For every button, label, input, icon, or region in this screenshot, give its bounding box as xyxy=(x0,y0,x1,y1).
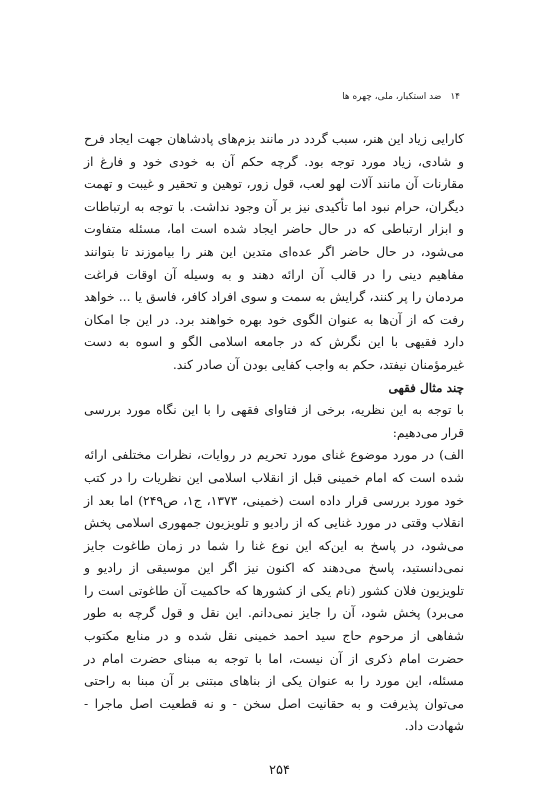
paragraph-3: الف) در مورد موضوع غنای مورد تحریم در روایات، نظرات مختلفی ارائه شده است که امام خمینی قبل از انقلاب اسلامی این نظریات را در کتب خود مورد بررسی قرار داده است (خمینی، ۱۳۷۳، ج۱، ص۲۴۹) اما بعد از انقلاب وقتی در مورد غنایی که از رادیو و تلویزیون جمهوری اسلامی پخش می‌شود، در پاسخ به این‌که این نوع غنا را شما در زمان طاغوت جایز نمی‌دانستید، پاسخ می‌دهند که اکنون نیز اگر این موسیقی از رادیو و تلویزیون فلان کشور (نام یکی از کشورها که حاکمیت آن طاغوتی است را می‌برد) پخش شود، آن را جایز نمی‌دانم. این نقل و قول گرچه به طور شفاهی از مرحوم حاج سید احمد خمینی نقل شده و در منابع مکتوب حضرت امام ذکری از آن نیست، اما با توجه به مبنای حضرت امام در مسئله، این مورد را به عنوان یکی از بناهای مبتنی بر آن مبنا به راحتی می‌توان پذیرفت و به حقانیت اصل سخن - و نه قطعیت اصل ماجرا - شهادت داد. xyxy=(84,447,464,734)
section-heading: چند مثال فقهی xyxy=(388,380,464,395)
running-head-page-number: ۱۴ xyxy=(450,92,460,102)
running-head xyxy=(300,92,460,102)
paragraph-1: کارایی زیاد این هنر، سبب گردد در مانند بزم‌های پادشاهان جهت ایجاد فرح و شادی، زیاد مورد توجه بود. گرچه حکم آن به خودی خود و فارغ از مقارنات آن مانند آلات لهو لعب، قول زور، توهین و تحقیر و غیبت و تهمت دیگران، حرام نبود اما تأکیدی نیز بر آن وجود نداشت. با توجه به ارتباطات و ابزار ارتباطی که در حال حاضر ایجاد شده است اما، مسئله متفاوت می‌شود، در حال حاضر اگر عده‌ای متدین این هنر را بیاموزند تا بتوانند مفاهیم دینی را در قالب آن ارائه دهند و به وسیله آن اوقات فراغت مردمان را پر کنند، گرایش به سمت و سوی افراد کافر، فاسق یا ... خواهد رفت که از آن‌ها به عنوان الگوی خود بهره خواهند برد. در این جا امکان دارد فقیهی با این نگرش که در جامعه اسلامی الگو و اسوه به دست غیرمؤمنان نیفتد، حکم به واجب کفایی بودن آن صادر کند. xyxy=(84,131,464,372)
running-head-title: ضد استکبار، ملی، چهره ها xyxy=(342,92,442,102)
page-number: ۲۵۴ xyxy=(269,763,290,778)
paragraph-2: با توجه به این نظریه، برخی از فتاوای فقهی را با این نگاه مورد بررسی قرار می‌دهیم: xyxy=(84,402,464,440)
body-text xyxy=(84,128,464,738)
